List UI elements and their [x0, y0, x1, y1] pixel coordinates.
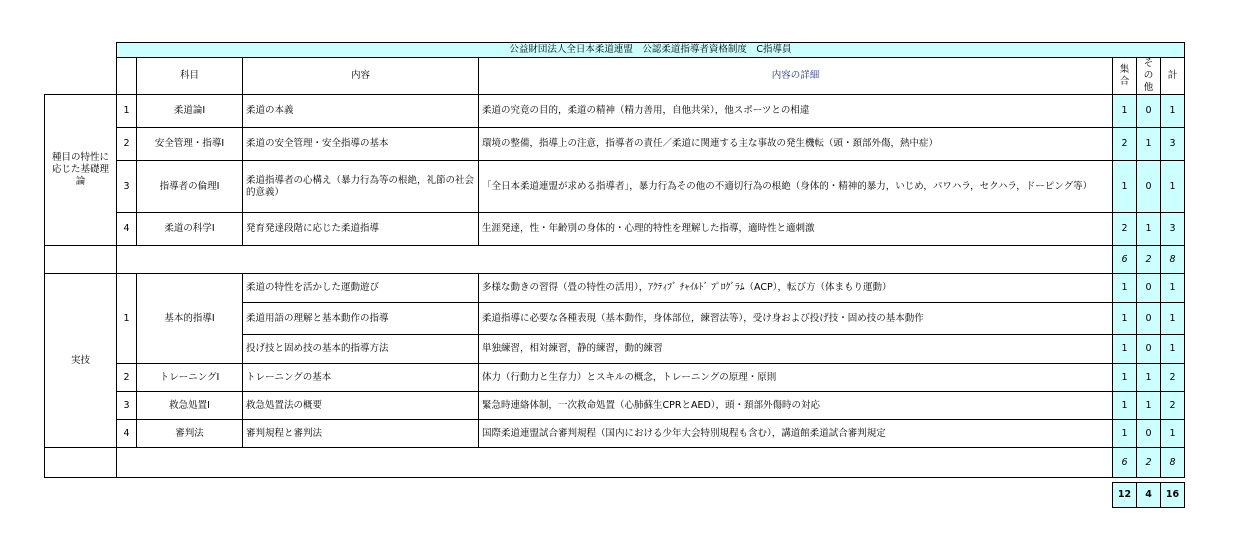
subtotal-group: 6 [1113, 246, 1137, 274]
group-hours: 2 [1113, 213, 1137, 246]
subject-cell: トレーニングⅠ [137, 364, 243, 392]
row-number: 1 [117, 95, 137, 128]
group-hours: 2 [1113, 128, 1137, 161]
detail-cell: 柔道の究竟の目的，柔道の精神（精力善用，自他共栄），他スポーツとの相違 [479, 95, 1113, 128]
total-hours: 2 [1161, 364, 1185, 392]
grand-total-other: 4 [1137, 483, 1161, 508]
group-hours: 1 [1113, 335, 1137, 364]
other-hours: 1 [1137, 364, 1161, 392]
content-cell: 柔道の安全管理・安全指導の基本 [243, 128, 479, 161]
row-number: 3 [117, 161, 137, 213]
table-row [45, 161, 1185, 213]
group-hours: 1 [1113, 274, 1137, 303]
row-number: 2 [117, 128, 137, 161]
total-hours: 1 [1161, 303, 1185, 335]
table-row [45, 392, 1185, 420]
subtotal-total: 8 [1161, 246, 1185, 274]
grand-total-group: 12 [1113, 483, 1137, 508]
header-detail: 内容の詳細 [479, 58, 1113, 95]
content-cell: 柔道の本義 [243, 95, 479, 128]
other-hours: 0 [1137, 161, 1161, 213]
content-cell: 柔道指導者の心構え（暴力行為等の根絶，礼節の社会的意義） [243, 161, 479, 213]
subject-cell: 指導者の倫理Ⅰ [137, 161, 243, 213]
row-number: 4 [117, 420, 137, 448]
other-hours: 0 [1137, 420, 1161, 448]
detail-cell: 生涯発達，性・年齢別の身体的・心理的特性を理解した指導，適時性と適刺激 [479, 213, 1113, 246]
other-hours: 0 [1137, 303, 1161, 335]
subject-cell: 柔道論Ⅰ [137, 95, 243, 128]
table-row [45, 274, 1185, 303]
row-number: 4 [117, 213, 137, 246]
group-hours: 1 [1113, 95, 1137, 128]
table-row [45, 128, 1185, 161]
header-subject: 科目 [137, 58, 243, 95]
subtotal-row [45, 246, 1185, 274]
other-hours: 0 [1137, 95, 1161, 128]
header-content: 内容 [243, 58, 479, 95]
detail-cell: 環境の整備，指導上の注意，指導者の責任／柔道に関連する主な事故の発生機転（頭・頚部外傷，熱中症） [479, 128, 1113, 161]
grand-total-row [45, 483, 1185, 508]
content-cell: 救急処置法の概要 [243, 392, 479, 420]
subject-cell: 柔道の科学Ⅰ [137, 213, 243, 246]
group-hours: 1 [1113, 161, 1137, 213]
other-hours: 1 [1137, 392, 1161, 420]
header-other: その他 [1137, 58, 1161, 95]
table-row [45, 420, 1185, 448]
detail-cell: 単独練習，相対練習，静的練習，動的練習 [479, 335, 1113, 364]
total-hours: 1 [1161, 335, 1185, 364]
subtotal-group: 6 [1113, 448, 1137, 478]
detail-cell: 柔道指導に必要な各種表現（基本動作，身体部位，練習法等），受け身および投げ技・固め技の基本動作 [479, 303, 1113, 335]
curriculum-table [44, 42, 1185, 508]
subject-cell: 基本的指導Ⅰ [137, 274, 243, 364]
subtotal-row [45, 448, 1185, 478]
subject-cell: 安全管理・指導Ⅰ [137, 128, 243, 161]
header-group: 集合 [1113, 58, 1137, 95]
title-row [45, 43, 1185, 58]
total-hours: 2 [1161, 392, 1185, 420]
other-hours: 0 [1137, 274, 1161, 303]
total-hours: 3 [1161, 128, 1185, 161]
total-hours: 1 [1161, 95, 1185, 128]
grand-total-total: 16 [1161, 483, 1185, 508]
total-hours: 1 [1161, 161, 1185, 213]
table-row [45, 364, 1185, 392]
group-hours: 1 [1113, 303, 1137, 335]
subject-cell: 審判法 [137, 420, 243, 448]
header-total: 計 [1161, 58, 1185, 95]
other-hours: 0 [1137, 335, 1161, 364]
group-hours: 1 [1113, 364, 1137, 392]
category-practical: 実技 [45, 274, 117, 448]
detail-cell: 「全日本柔道連盟が求める指導者」，暴力行為その他の不適切行為の根絶（身体的・精神的暴力，いじめ，パワハラ，セクハラ，ドーピング等） [479, 161, 1113, 213]
group-hours: 1 [1113, 420, 1137, 448]
content-cell: 柔道用語の理解と基本動作の指導 [243, 303, 479, 335]
other-hours: 1 [1137, 128, 1161, 161]
header-row [45, 58, 1185, 95]
subject-cell: 救急処置Ⅰ [137, 392, 243, 420]
row-number: 1 [117, 274, 137, 364]
detail-cell: 体力（行動力と生存力）とスキルの概念，トレーニングの原理・原則 [479, 364, 1113, 392]
detail-cell: 緊急時連絡体制，一次救命処置（心肺蘇生CPRとAED），頭・頚部外傷時の対応 [479, 392, 1113, 420]
row-number: 2 [117, 364, 137, 392]
detail-cell: 多様な動きの習得（畳の特性の活用），ｱｸﾃｨﾌﾞ ﾁｬｲﾙﾄﾞ ﾌﾟﾛｸﾞﾗﾑ（ACP），転び方（体まもり運動） [479, 274, 1113, 303]
category-basic-theory: 種目の特性に応じた基礎理論 [45, 95, 117, 246]
content-cell: 柔道の特性を活かした運動遊び [243, 274, 479, 303]
group-hours: 1 [1113, 392, 1137, 420]
subtotal-other: 2 [1137, 246, 1161, 274]
table-row [45, 213, 1185, 246]
total-hours: 1 [1161, 420, 1185, 448]
subtotal-total: 8 [1161, 448, 1185, 478]
other-hours: 1 [1137, 213, 1161, 246]
content-cell: 発育発達段階に応じた柔道指導 [243, 213, 479, 246]
subtotal-other: 2 [1137, 448, 1161, 478]
content-cell: 審判規程と審判法 [243, 420, 479, 448]
row-number: 3 [117, 392, 137, 420]
detail-cell: 国際柔道連盟試合審判規程（国内における少年大会特別規程も含む），講道館柔道試合審判規定 [479, 420, 1113, 448]
table-title: 公益財団法人全日本柔道連盟 公認柔道指導者資格制度 C指導員 [117, 43, 1185, 58]
total-hours: 1 [1161, 274, 1185, 303]
table-row [45, 95, 1185, 128]
content-cell: トレーニングの基本 [243, 364, 479, 392]
total-hours: 3 [1161, 213, 1185, 246]
content-cell: 投げ技と固め技の基本的指導方法 [243, 335, 479, 364]
